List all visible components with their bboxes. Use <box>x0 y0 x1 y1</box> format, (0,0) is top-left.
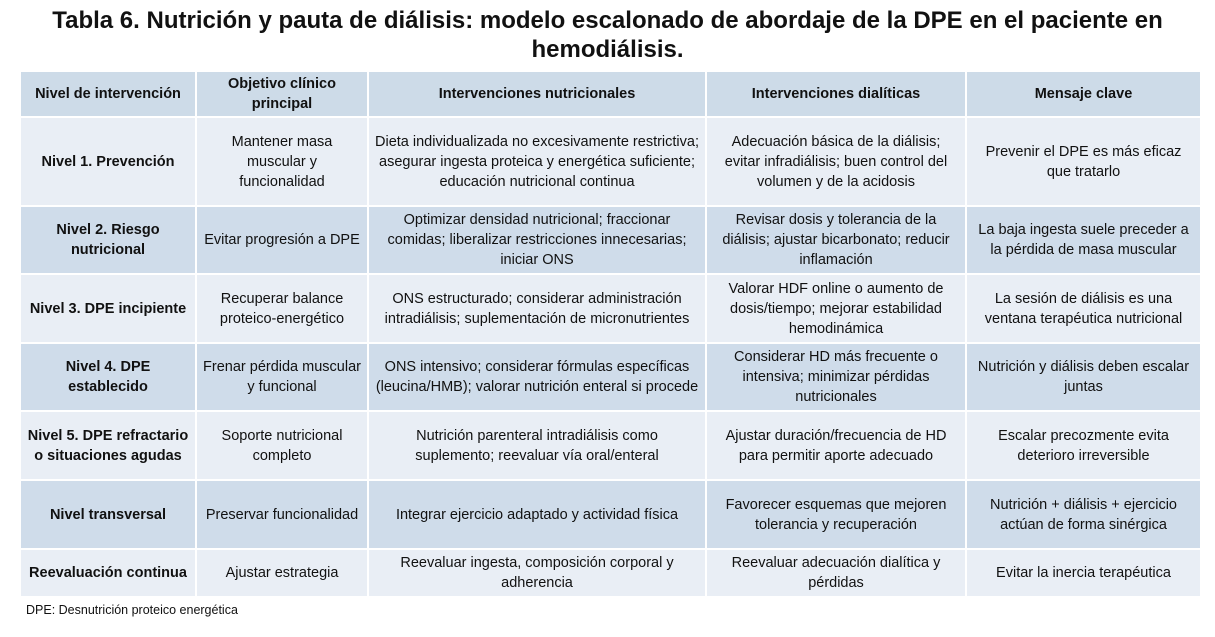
cell-message: Escalar precozmente evita deterioro irreversible <box>966 411 1201 480</box>
table-row <box>20 411 1201 480</box>
header-message: Mensaje clave <box>966 71 1201 117</box>
table-title: Tabla 6. Nutrición y pauta de diálisis: modelo escalonado de abordaje de la DPE en el paciente en hemodiálisis. <box>52 7 1163 63</box>
cell-level: Reevaluación continua <box>20 549 196 597</box>
table-row <box>20 117 1201 206</box>
cell-objective: Ajustar estrategia <box>196 549 368 597</box>
header-objective: Objetivo clínico principal <box>196 71 368 117</box>
cell-level: Nivel 4. DPE establecido <box>20 343 196 411</box>
cell-objective: Mantener masa muscular y funcionalidad <box>196 117 368 206</box>
cell-level: Nivel 2. Riesgo nutricional <box>20 206 196 274</box>
cell-level: Nivel 3. DPE incipiente <box>20 274 196 343</box>
cell-level: Nivel 1. Prevención <box>20 117 196 206</box>
cell-objective: Recuperar balance proteico-energético <box>196 274 368 343</box>
table-row <box>20 206 1201 274</box>
cell-dialytic: Favorecer esquemas que mejoren tolerancia y recuperación <box>706 480 966 549</box>
cell-dialytic: Revisar dosis y tolerancia de la diálisis; ajustar bicarbonato; reducir inflamación <box>706 206 966 274</box>
cell-nutritional: ONS estructurado; considerar administración intradiálisis; suplementación de micronutrientes <box>368 274 706 343</box>
table-row <box>20 549 1201 597</box>
cell-level: Nivel 5. DPE refractario o situaciones agudas <box>20 411 196 480</box>
cell-dialytic: Considerar HD más frecuente o intensiva; minimizar pérdidas nutricionales <box>706 343 966 411</box>
table-row <box>20 343 1201 411</box>
cell-message: La baja ingesta suele preceder a la pérdida de masa muscular <box>966 206 1201 274</box>
cell-nutritional: Optimizar densidad nutricional; fraccionar comidas; liberalizar restricciones innecesarias; iniciar ONS <box>368 206 706 274</box>
cell-objective: Frenar pérdida muscular y funcional <box>196 343 368 411</box>
cell-dialytic: Valorar HDF online o aumento de dosis/tiempo; mejorar estabilidad hemodinámica <box>706 274 966 343</box>
footnote: DPE: Desnutrición proteico energética <box>26 603 238 617</box>
cell-objective: Evitar progresión a DPE <box>196 206 368 274</box>
cell-dialytic: Ajustar duración/frecuencia de HD para permitir aporte adecuado <box>706 411 966 480</box>
cell-message: La sesión de diálisis es una ventana terapéutica nutricional <box>966 274 1201 343</box>
cell-level: Nivel transversal <box>20 480 196 549</box>
table-row <box>20 274 1201 343</box>
cell-message: Nutrición + diálisis + ejercicio actúan de forma sinérgica <box>966 480 1201 549</box>
cell-nutritional: Integrar ejercicio adaptado y actividad física <box>368 480 706 549</box>
header-row <box>20 71 1201 117</box>
header-level: Nivel de intervención <box>20 71 196 117</box>
cell-message: Prevenir el DPE es más eficaz que tratarlo <box>966 117 1201 206</box>
cell-dialytic: Reevaluar adecuación dialítica y pérdidas <box>706 549 966 597</box>
header-dialytic: Intervenciones dialíticas <box>706 71 966 117</box>
cell-objective: Soporte nutricional completo <box>196 411 368 480</box>
cell-message: Nutrición y diálisis deben escalar juntas <box>966 343 1201 411</box>
cell-nutritional: Nutrición parenteral intradiálisis como suplemento; reevaluar vía oral/enteral <box>368 411 706 480</box>
cell-objective: Preservar funcionalidad <box>196 480 368 549</box>
table-row <box>20 480 1201 549</box>
cell-message: Evitar la inercia terapéutica <box>966 549 1201 597</box>
cell-nutritional: Reevaluar ingesta, composición corporal y adherencia <box>368 549 706 597</box>
dialysis-table <box>19 70 1202 598</box>
cell-nutritional: Dieta individualizada no excesivamente restrictiva; asegurar ingesta proteica y energética suficiente; educación nutricional continua <box>368 117 706 206</box>
cell-nutritional: ONS intensivo; considerar fórmulas específicas (leucina/HMB); valorar nutrición enteral si procede <box>368 343 706 411</box>
header-nutritional: Intervenciones nutricionales <box>368 71 706 117</box>
cell-dialytic: Adecuación básica de la diálisis; evitar infradiálisis; buen control del volumen y de la acidosis <box>706 117 966 206</box>
